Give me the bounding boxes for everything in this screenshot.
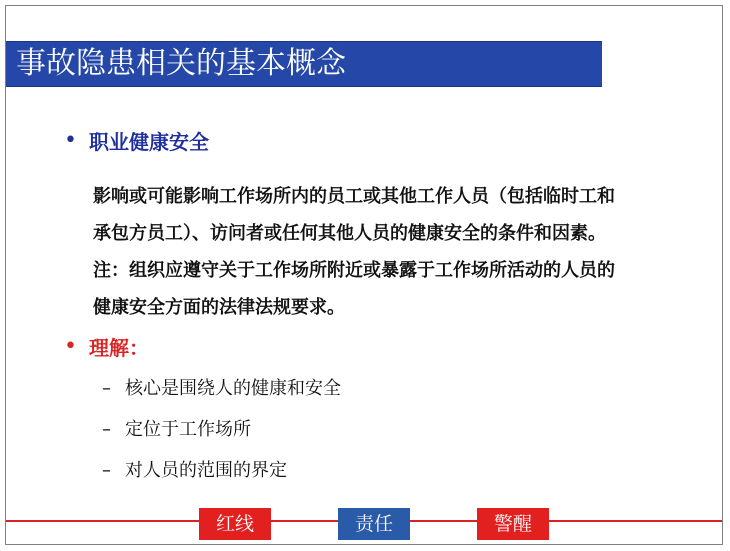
tag-responsibility: 责任: [338, 508, 410, 540]
tag-red-line: 红线: [199, 508, 271, 540]
list-item: – 核心是围绕人的健康和安全: [102, 378, 341, 399]
paragraph-line: 健康安全方面的法律法规要求。: [93, 297, 345, 318]
section-heading-understanding: [64, 332, 149, 361]
bullet-icon: •: [64, 127, 77, 153]
dash-icon: –: [102, 460, 111, 481]
slide-title: 事故隐患相关的基本概念: [16, 46, 346, 81]
list-item: – 定位于工作场所: [102, 419, 251, 440]
dash-icon: –: [102, 419, 111, 440]
paragraph-line: 影响或可能影响工作场所内的员工或其他工作人员（包括临时工和: [93, 186, 615, 207]
heading-text: 理解：: [88, 336, 149, 360]
list-item: – 对人员的范围的界定: [102, 460, 287, 481]
bullet-icon: •: [64, 333, 77, 359]
section-heading-occupational-health: [64, 126, 209, 155]
tag-alert: 警醒: [477, 508, 549, 540]
heading-text: 职业健康安全: [88, 130, 209, 154]
paragraph-line: 承包方员工）、访问者或任何其他人员的健康安全的条件和因素。: [93, 223, 606, 244]
definition-paragraph: [93, 178, 693, 326]
paragraph-line: 注：组织应遵守关于工作场所附近或暴露于工作场所活动的人员的: [93, 260, 615, 281]
dash-icon: –: [102, 378, 111, 399]
title-bar: [6, 41, 602, 87]
slide: [5, 5, 723, 545]
